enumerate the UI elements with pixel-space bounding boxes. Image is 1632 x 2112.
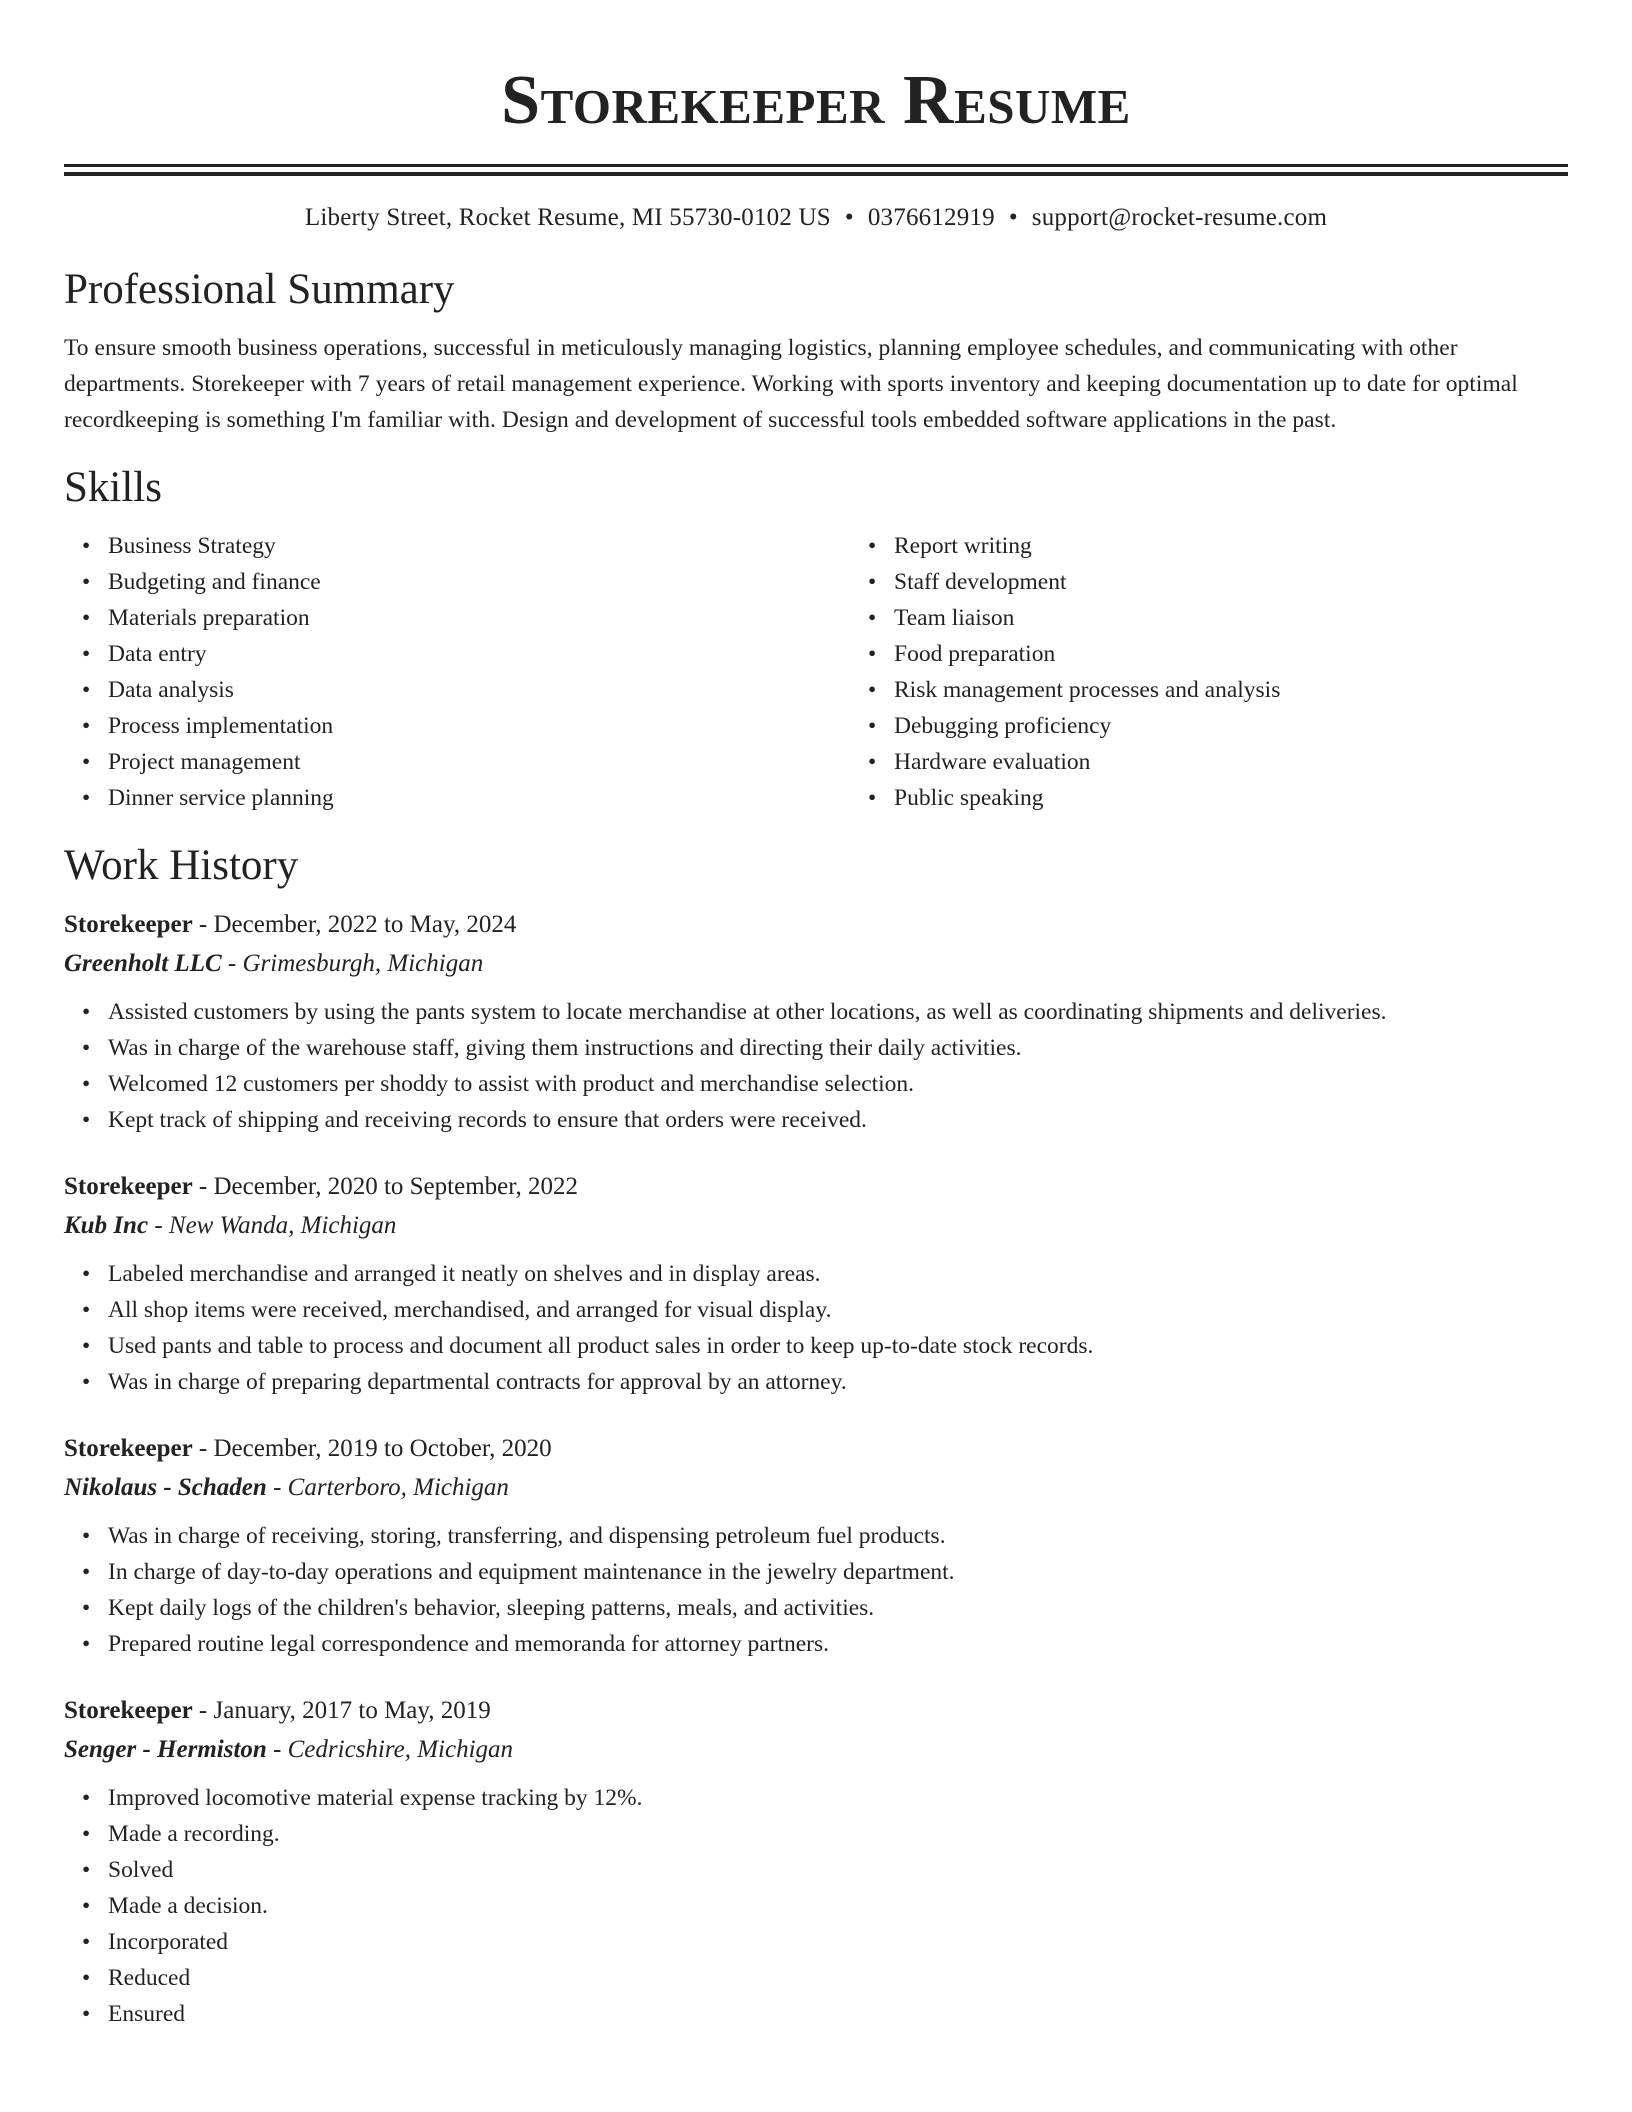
skill-item [82,528,850,564]
bullet-icon: • [82,1333,91,1359]
bullet-icon: • [82,713,91,739]
skill-item [82,672,850,708]
bullet-icon: • [82,1071,91,1097]
job-dates: - January, 2017 to May, 2019 [192,1697,491,1724]
title-rule-bottom [64,172,1568,176]
duty-text: Solved [108,1857,174,1883]
title-rule-top [64,164,1568,167]
duty-text: Reduced [108,1965,191,1991]
list-item [82,1626,1568,1662]
bullet-icon: • [82,1929,91,1955]
bullet-icon: • [868,605,877,631]
skill-item [868,780,1632,816]
job-location: - Cedricshire, Michigan [266,1736,514,1763]
duty-text: Incorporated [108,1929,229,1955]
bullet-icon: • [82,1523,91,1549]
bullet-icon: • [82,1035,91,1061]
bullet-icon: • [868,677,877,703]
duty-text: Made a decision. [108,1893,268,1919]
bullet-icon: • [868,641,877,667]
bullet-icon: • [82,1261,91,1287]
bullet-icon: • [82,569,91,595]
duty-text: Was in charge of the warehouse staff, giving them instructions and directing their daily activities. [108,1035,1022,1061]
list-item [82,1364,1568,1400]
skill-label: Risk management processes and analysis [894,677,1281,703]
skills-list-left [64,528,850,816]
duty-text: Prepared routine legal correspondence and memoranda for attorney partners. [108,1631,830,1657]
bullet-icon: • [82,999,91,1025]
list-item [82,1924,1568,1960]
list-item [82,1102,1568,1138]
skill-label: Food preparation [894,641,1056,667]
bullet-icon: • [82,1369,91,1395]
job-entry [64,1168,1568,1400]
skill-item [868,672,1632,708]
job-duties [64,1780,1568,2032]
job-company-line [64,1206,1568,1246]
job-location: - New Wanda, Michigan [148,1212,397,1239]
skill-item [82,744,850,780]
list-item [82,1852,1568,1888]
bullet-icon: • [82,1297,91,1323]
job-location: - Carterboro, Michigan [266,1474,509,1501]
skill-item [868,744,1632,780]
skill-label: Materials preparation [108,605,310,631]
skill-label: Dinner service planning [108,785,334,811]
job-entry [64,906,1568,1138]
skill-item [868,564,1632,600]
contact-email: support@rocket-resume.com [1031,204,1328,231]
skill-label: Report writing [894,533,1032,559]
bullet-icon: • [82,533,91,559]
job-title-line [64,1692,1568,1730]
work-history-heading: Work History [64,842,299,889]
skills-section [64,462,1568,816]
bullet-icon: • [868,749,877,775]
skill-item [868,600,1632,636]
job-company-line [64,1468,1568,1508]
list-item [82,1030,1568,1066]
job-company-line [64,1730,1568,1770]
job-dates: - December, 2019 to October, 2020 [192,1435,552,1462]
list-item [82,1590,1568,1626]
bullet-icon: • [82,1107,91,1133]
list-item [82,1292,1568,1328]
skill-label: Team liaison [894,605,1015,631]
job-company: Nikolaus - Schaden [64,1474,267,1501]
job-duties [64,1518,1568,1662]
job-title-line [64,1430,1568,1468]
skills-list-right [850,528,1632,816]
bullet-icon: • [82,641,91,667]
bullet-icon: • [82,1893,91,1919]
skill-item [82,780,850,816]
job-duties [64,1256,1568,1400]
bullet-icon: • [82,1965,91,1991]
skill-label: Budgeting and finance [108,569,321,595]
duty-text: All shop items were received, merchandised, and arranged for visual display. [108,1297,832,1323]
list-item [82,1554,1568,1590]
list-item [82,1960,1568,1996]
job-entry [64,1692,1568,2032]
summary-section [64,264,1568,438]
job-company-line [64,944,1568,984]
contact-line [64,202,1568,234]
bullet-icon: • [82,1785,91,1811]
job-duties [64,994,1568,1138]
list-item [82,1518,1568,1554]
list-item [82,1816,1568,1852]
bullet-icon: • [868,533,877,559]
contact-phone: 0376612919 [867,204,995,231]
skill-item [868,708,1632,744]
bullet-icon: • [82,1559,91,1585]
summary-text: To ensure smooth business operations, successful in meticulously managing logistics, planning employee schedules, and communicating with other departments. Storekeeper with 7 years of retail management experience. Working with sports inventory and keeping documentation up to date for optimal recordkeeping is something I'm familiar with. Design and development of successful tools embedded software applications in the past. [64,335,1518,433]
contact-address: Liberty Street, Rocket Resume, MI 55730-0102 US [304,204,831,231]
list-item [82,1256,1568,1292]
contact-separator: • [844,204,854,231]
bullet-icon: • [868,569,877,595]
duty-text: Made a recording. [108,1821,280,1847]
skill-label: Staff development [894,569,1067,595]
contact-separator: • [1008,204,1018,231]
job-title-line [64,1168,1568,1206]
bullet-icon: • [82,2001,91,2027]
skill-label: Project management [108,749,301,775]
list-item [82,1888,1568,1924]
job-role: Storekeeper [64,911,193,938]
skill-item [82,564,850,600]
bullet-icon: • [82,1631,91,1657]
job-role: Storekeeper [64,1435,193,1462]
job-location: - Grimesburgh, Michigan [221,950,484,977]
bullet-icon: • [82,785,91,811]
job-entry [64,1430,1568,1662]
skill-label: Debugging proficiency [894,713,1112,739]
bullet-icon: • [82,1821,91,1847]
bullet-icon: • [868,785,877,811]
skill-item [82,708,850,744]
duty-text: Was in charge of receiving, storing, transferring, and dispensing petroleum fuel products. [108,1523,946,1549]
duty-text: Was in charge of preparing departmental contracts for approval by an attorney. [108,1369,847,1395]
skill-label: Public speaking [894,785,1044,811]
bullet-icon: • [868,713,877,739]
list-item [82,1066,1568,1102]
bullet-icon: • [82,749,91,775]
job-role: Storekeeper [64,1697,193,1724]
duty-text: Welcomed 12 customers per shoddy to assist with product and merchandise selection. [108,1071,915,1097]
duty-text: Labeled merchandise and arranged it neatly on shelves and in display areas. [108,1261,821,1287]
duty-text: Used pants and table to process and document all product sales in order to keep up-to-date stock records. [108,1333,1094,1359]
job-company: Senger - Hermiston [64,1736,267,1763]
bullet-icon: • [82,605,91,631]
work-history-section [64,840,1568,2032]
list-item [82,1780,1568,1816]
duty-text: Ensured [108,2001,186,2027]
page-title: Storekeeper Resume [501,62,1131,139]
job-title-line [64,906,1568,944]
skills-heading: Skills [64,464,162,511]
skill-label: Business Strategy [108,533,276,559]
duty-text: Kept daily logs of the children's behavior, sleeping patterns, meals, and activities. [108,1595,875,1621]
skill-label: Hardware evaluation [894,749,1091,775]
duty-text: Improved locomotive material expense tracking by 12%. [108,1785,643,1811]
duty-text: Kept track of shipping and receiving records to ensure that orders were received. [108,1107,867,1133]
skill-item [868,528,1632,564]
skill-label: Process implementation [108,713,334,739]
list-item [82,1996,1568,2032]
bullet-icon: • [82,1595,91,1621]
skill-item [82,636,850,672]
job-company: Kub Inc [64,1212,149,1239]
skill-label: Data entry [108,641,207,667]
job-dates: - December, 2020 to September, 2022 [192,1173,579,1200]
summary-heading: Professional Summary [64,266,455,313]
job-role: Storekeeper [64,1173,193,1200]
duty-text: Assisted customers by using the pants system to locate merchandise at other locations, as well as coordinating shipments and deliveries. [108,999,1387,1025]
bullet-icon: • [82,1857,91,1883]
job-company: Greenholt LLC [64,950,222,977]
skills-columns [64,528,1568,816]
list-item [82,994,1568,1030]
job-dates: - December, 2022 to May, 2024 [192,911,517,938]
skill-label: Data analysis [108,677,234,703]
bullet-icon: • [82,677,91,703]
duty-text: In charge of day-to-day operations and equipment maintenance in the jewelry department. [108,1559,955,1585]
skill-item [82,600,850,636]
list-item [82,1328,1568,1364]
skill-item [868,636,1632,672]
